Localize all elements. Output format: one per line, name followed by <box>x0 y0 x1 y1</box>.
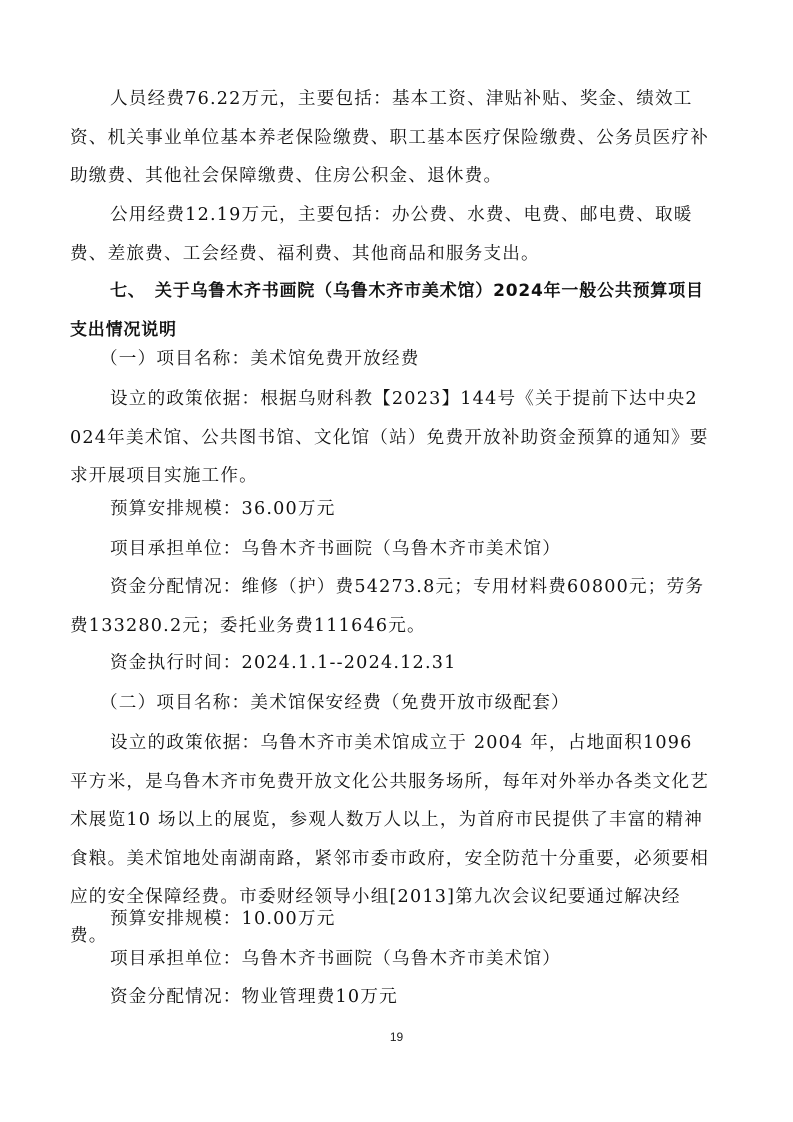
section-heading: 七、 关于乌鲁木齐书画院（乌鲁木齐市美术馆）2024年一般公共预算项目支出情况说明 <box>70 281 704 340</box>
project2-policy-basis: 设立的政策依据：乌鲁木齐市美术馆成立于 2004 年，占地面积1096平方米，是乌鲁木齐市免费开放文化公共服务场所，每年对外举办各类文化艺术展览10 场以上的展览，参观人数万人以上，为首府市民提供了丰富的精神食粮。美术馆地处南湖南路，紧邻市委市政府，安全防范十分重要，必须要相应的安全保障经费。市委财经领导小组[2013]第九次会议纪要通过解决经费。 <box>70 733 709 946</box>
project2-unit: 项目承担单位：乌鲁木齐书画院（乌鲁木齐市美术馆） <box>110 949 562 969</box>
page-number: 19 <box>389 1030 404 1044</box>
project1-title: （一）项目名称：美术馆免费开放经费 <box>100 349 420 369</box>
project1-unit: 项目承担单位：乌鲁木齐书画院（乌鲁木齐市美术馆） <box>110 539 562 559</box>
project1-allocation: 资金分配情况：维修（护）费54273.8元；专用材料费60800元；劳务费133280.2元；委托业务费111646元。 <box>70 577 705 636</box>
project1-policy-basis: 设立的政策依据：根据乌财科教【2023】144号《关于提前下达中央2024年美术馆、公共图书馆、文化馆（站）免费开放补助资金预算的通知》要求开展项目实施工作。 <box>70 389 709 487</box>
project1-budget: 预算安排规模：36.00万元 <box>110 499 336 519</box>
public-expense-paragraph: 公用经费12.19万元，主要包括：办公费、水费、电费、邮电费、取暖费、差旅费、工会经费、福利费、其他商品和服务支出。 <box>70 205 693 264</box>
project2-title: （二）项目名称：美术馆保安经费（免费开放市级配套） <box>100 693 570 713</box>
project2-allocation: 资金分配情况：物业管理费10万元 <box>110 987 398 1007</box>
project1-execution-period: 资金执行时间：2024.1.1--2024.12.31 <box>110 653 457 673</box>
project2-budget: 预算安排规模：10.00万元 <box>110 909 336 929</box>
personnel-expense-paragraph: 人员经费76.22万元，主要包括：基本工资、津贴补贴、奖金、绩效工资、机关事业单位基本养老保险缴费、职工基本医疗保险缴费、公务员医疗补助缴费、其他社会保障缴费、住房公积金、退休费。 <box>70 89 709 187</box>
